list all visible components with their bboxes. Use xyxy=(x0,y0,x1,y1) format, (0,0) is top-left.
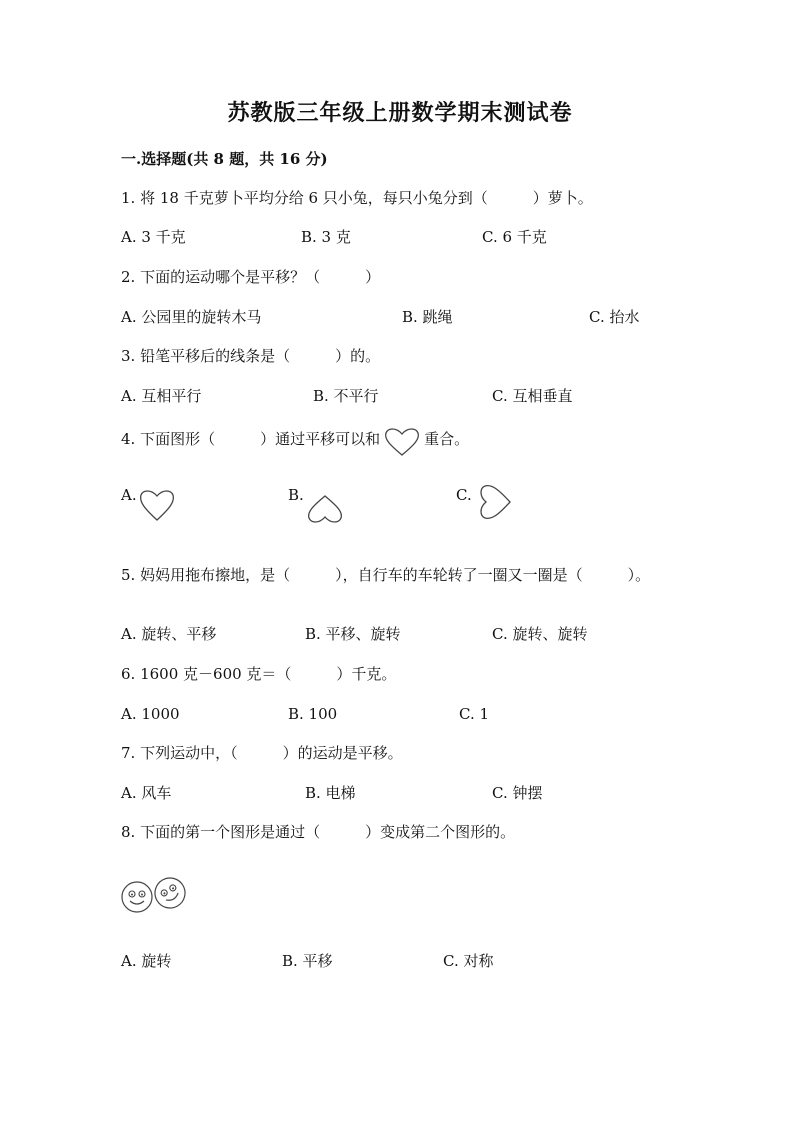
section-header: 一.选择题(共 8 题，共 16 分) xyxy=(121,150,328,168)
question-6: 6. 1600 克－600 克＝（ ）千克。 xyxy=(121,665,397,683)
q6-option-a: A. 1000 xyxy=(121,705,180,723)
q1-option-a: A. 3 千克 xyxy=(121,228,186,246)
question-2: 2. 下面的运动哪个是平移？（ ） xyxy=(121,268,381,286)
q4-option-c: C. xyxy=(456,486,472,504)
q5-option-a: A. 旋转、平移 xyxy=(121,625,217,643)
q8-option-c: C. 对称 xyxy=(443,952,494,970)
q6-option-b: B. 100 xyxy=(288,705,338,723)
question-4-text-after: 重合。 xyxy=(424,430,470,448)
question-4-text-before: 4. 下面图形（ ）通过平移可以和 xyxy=(121,430,381,448)
rotated-smiley-face-icon xyxy=(153,876,187,910)
q5-option-b: B. 平移、旋转 xyxy=(305,625,401,643)
page-title: 苏教版三年级上册数学期末测试卷 xyxy=(227,100,573,126)
heart-icon xyxy=(382,427,422,457)
heart-icon xyxy=(137,488,177,522)
q8-option-a: A. 旋转 xyxy=(121,952,172,970)
smiley-face-icon xyxy=(120,880,154,914)
q8-option-b: B. 平移 xyxy=(282,952,333,970)
q1-option-b: B. 3 克 xyxy=(301,228,351,246)
q2-option-a: A. 公园里的旋转木马 xyxy=(121,308,262,326)
q2-option-b: B. 跳绳 xyxy=(402,308,453,326)
question-5: 5. 妈妈用拖布擦地，是（ ），自行车的车轮转了一圈又一圈是（ ）。 xyxy=(121,566,651,584)
question-1: 1. 将 18 千克萝卜平均分给 6 只小兔，每只小兔分到（ ）萝卜。 xyxy=(121,189,593,207)
q3-option-b: B. 不平行 xyxy=(313,387,379,405)
q1-option-c: C. 6 千克 xyxy=(482,228,547,246)
question-3: 3. 铅笔平移后的线条是（ ）的。 xyxy=(121,347,381,365)
q3-option-a: A. 互相平行 xyxy=(121,387,202,405)
q2-option-c: C. 抬水 xyxy=(589,308,640,326)
rotated-heart-icon xyxy=(472,482,512,522)
q4-option-b: B. xyxy=(288,486,304,504)
q5-option-c: C. 旋转、旋转 xyxy=(492,625,588,643)
question-7: 7. 下列运动中，（ ）的运动是平移。 xyxy=(121,744,403,762)
question-4 xyxy=(121,425,469,455)
inverted-heart-icon xyxy=(305,494,345,524)
q7-option-c: C. 钟摆 xyxy=(492,784,543,802)
q4-option-a: A. xyxy=(121,486,137,504)
q7-option-a: A. 风车 xyxy=(121,784,172,802)
q3-option-c: C. 互相垂直 xyxy=(492,387,573,405)
q6-option-c: C. 1 xyxy=(459,705,490,723)
question-8: 8. 下面的第一个图形是通过（ ）变成第二个图形的。 xyxy=(121,823,516,841)
q7-option-b: B. 电梯 xyxy=(305,784,356,802)
